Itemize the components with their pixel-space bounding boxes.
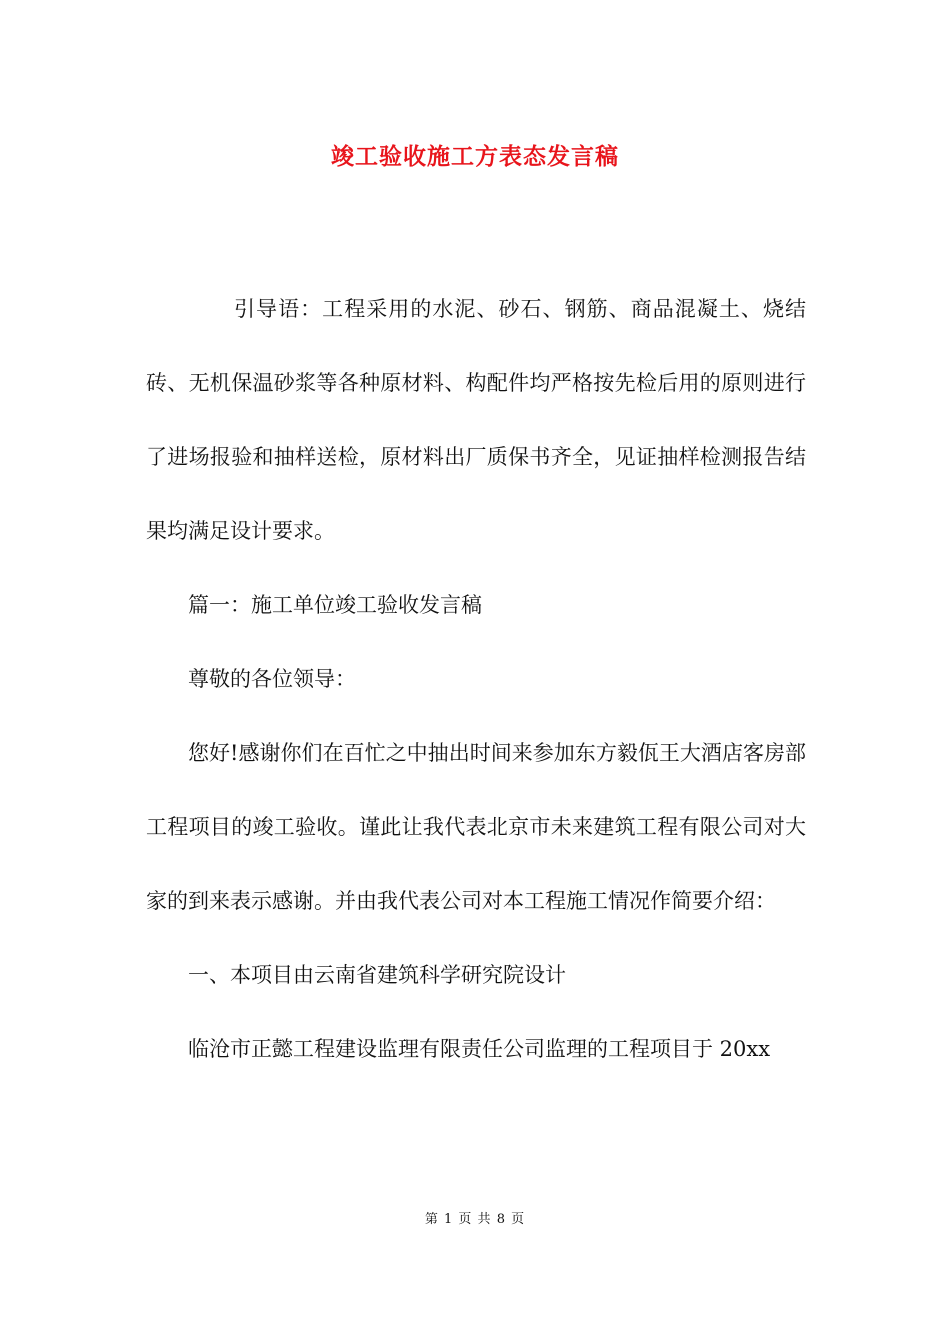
list-item-heading: 一、本项目由云南省建筑科学研究院设计 xyxy=(188,963,566,987)
salutation: 尊敬的各位领导： xyxy=(188,667,356,691)
document-title: 竣工验收施工方表态发言稿 xyxy=(331,143,619,170)
page-number-footer: 第 1 页 共 8 页 xyxy=(424,1212,526,1227)
body-paragraph: 您好!感谢你们在百忙之中抽出时间来参加东方毅佤王大酒店客房部工程项目的竣工验收。谨此让我代表北京市未来建筑工程有限公司对大家的到来表示感谢。并由我代表公司对本工程施工情况作简要介绍： xyxy=(146,741,806,913)
intro-paragraph: 引导语：工程采用的水泥、砂石、钢筋、商品混凝土、烧结砖、无机保温砂浆等各种原材料、构配件均严格按先检后用的原则进行了进场报验和抽样送检，原材料出厂质保书齐全，见证抽样检测报告结果均满足设计要求。 xyxy=(146,297,806,543)
section-heading: 篇一：施工单位竣工验收发言稿 xyxy=(188,593,482,617)
body-paragraph: 临沧市正懿工程建设监理有限责任公司监理的工程项目于 20xx xyxy=(188,1037,771,1061)
document-body xyxy=(146,272,806,1086)
